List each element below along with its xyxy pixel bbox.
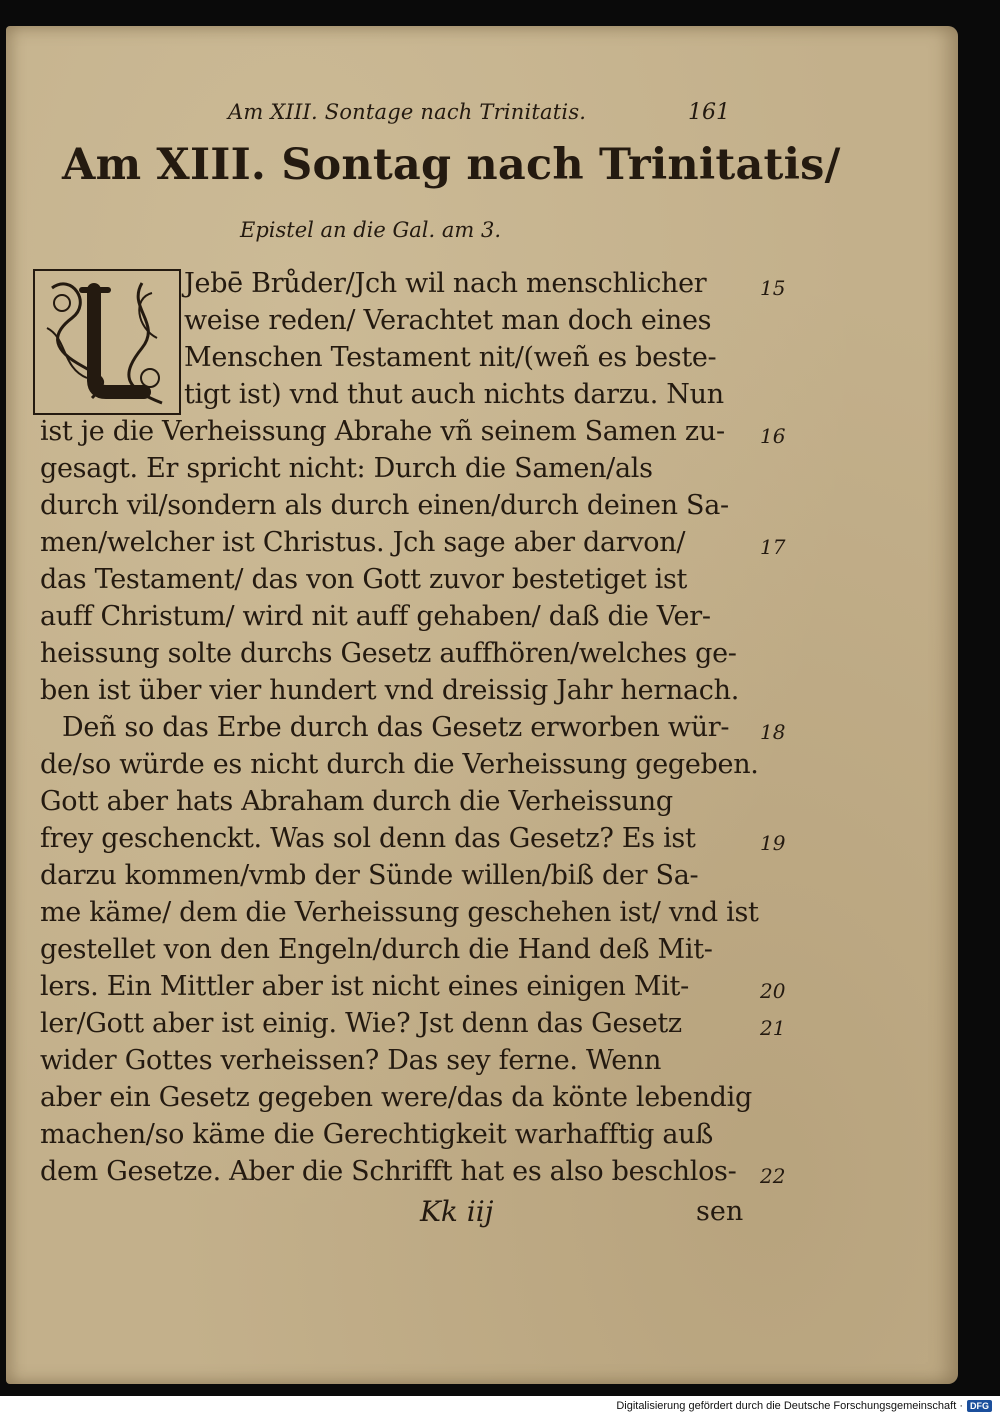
verse-number: 22 xyxy=(760,1164,786,1188)
verse-number: 20 xyxy=(760,979,786,1003)
text-line: darzu kommen/vmb der Sünde willen/biß der Sa‑ xyxy=(40,860,699,891)
dfg-logo: DFG xyxy=(967,1400,992,1412)
text-line: Jebē Brůder/Jch wil nach menschlicher xyxy=(184,268,707,299)
text-line: dem Gesetze. Aber die Schrifft hat es also beschlos‑ xyxy=(40,1156,737,1187)
decorated-initial-letter xyxy=(32,268,182,416)
text-line: lers. Ein Mittler aber ist nicht eines einigen Mit‑ xyxy=(40,971,689,1002)
footer-text: Digitalisierung gefördert durch die Deutsche Forschungsgemeinschaft · xyxy=(616,1400,963,1412)
text-line: Deñ so das Erbe durch das Gesetz erworben wür‑ xyxy=(62,712,730,743)
text-line: me käme/ dem die Verheissung geschehen ist/ vnd ist xyxy=(40,897,759,928)
text-line: ler/Gott aber ist einig. Wie? Jst denn das Gesetz xyxy=(40,1008,682,1039)
text-line: frey geschenckt. Was sol denn das Gesetz? Es ist xyxy=(40,823,696,854)
verse-number: 18 xyxy=(760,720,786,744)
text-line: men/welcher ist Christus. Jch sage aber darvon/ xyxy=(40,527,686,558)
text-line: Menschen Testament nit/(weñ es beste‑ xyxy=(184,342,717,373)
text-line: machen/so käme die Gerechtigkeit warhafftig auß xyxy=(40,1119,713,1150)
text-line: heissung solte durchs Gesetz auffhören/welches ge‑ xyxy=(40,638,737,669)
text-line: Gott aber hats Abraham durch die Verheissung xyxy=(40,786,673,817)
verse-number: 17 xyxy=(760,535,786,559)
text-line: ist je die Verheissung Abrahe vñ seinem Samen zu‑ xyxy=(40,416,725,447)
signature-mark: Kk iij xyxy=(420,1195,494,1228)
text-line: wider Gottes verheissen? Das sey ferne. Wenn xyxy=(40,1045,662,1076)
catchword: sen xyxy=(696,1196,744,1227)
ornament-initial-icon xyxy=(32,268,182,416)
text-line: aber ein Gesetz gegeben were/das da könte lebendig xyxy=(40,1082,752,1113)
verse-number: 16 xyxy=(760,424,786,448)
running-head: Am XIII. Sontage nach Trinitatis. xyxy=(228,100,587,124)
text-line: ben ist über vier hundert vnd dreissig Jahr hernach. xyxy=(40,675,740,706)
page-number: 161 xyxy=(688,100,730,125)
text-line: de/so würde es nicht durch die Verheissung gegeben. xyxy=(40,749,759,780)
text-line: auff Christum/ wird nit auff gehaben/ daß die Ver‑ xyxy=(40,601,711,632)
text-line: weise reden/ Verachtet man doch eines xyxy=(184,305,712,336)
text-line: gesagt. Er spricht nicht: Durch die Samen/als xyxy=(40,453,653,484)
verse-number: 19 xyxy=(760,831,786,855)
text-line: durch vil/sondern als durch einen/durch deinen Sa‑ xyxy=(40,490,729,521)
verse-number: 15 xyxy=(760,276,786,300)
verse-number: 21 xyxy=(760,1016,786,1040)
text-line: das Testament/ das von Gott zuvor bestetiget ist xyxy=(40,564,688,595)
epistle-subtitle: Epistel an die Gal. am 3. xyxy=(240,218,502,242)
page-title: Am XIII. Sontag nach Trinitatis/ xyxy=(62,140,841,190)
text-line: gestellet von den Engeln/durch die Hand deß Mit‑ xyxy=(40,934,713,965)
text-line: tigt ist) vnd thut auch nichts darzu. Nun xyxy=(184,379,724,410)
digitization-footer xyxy=(616,1400,992,1412)
